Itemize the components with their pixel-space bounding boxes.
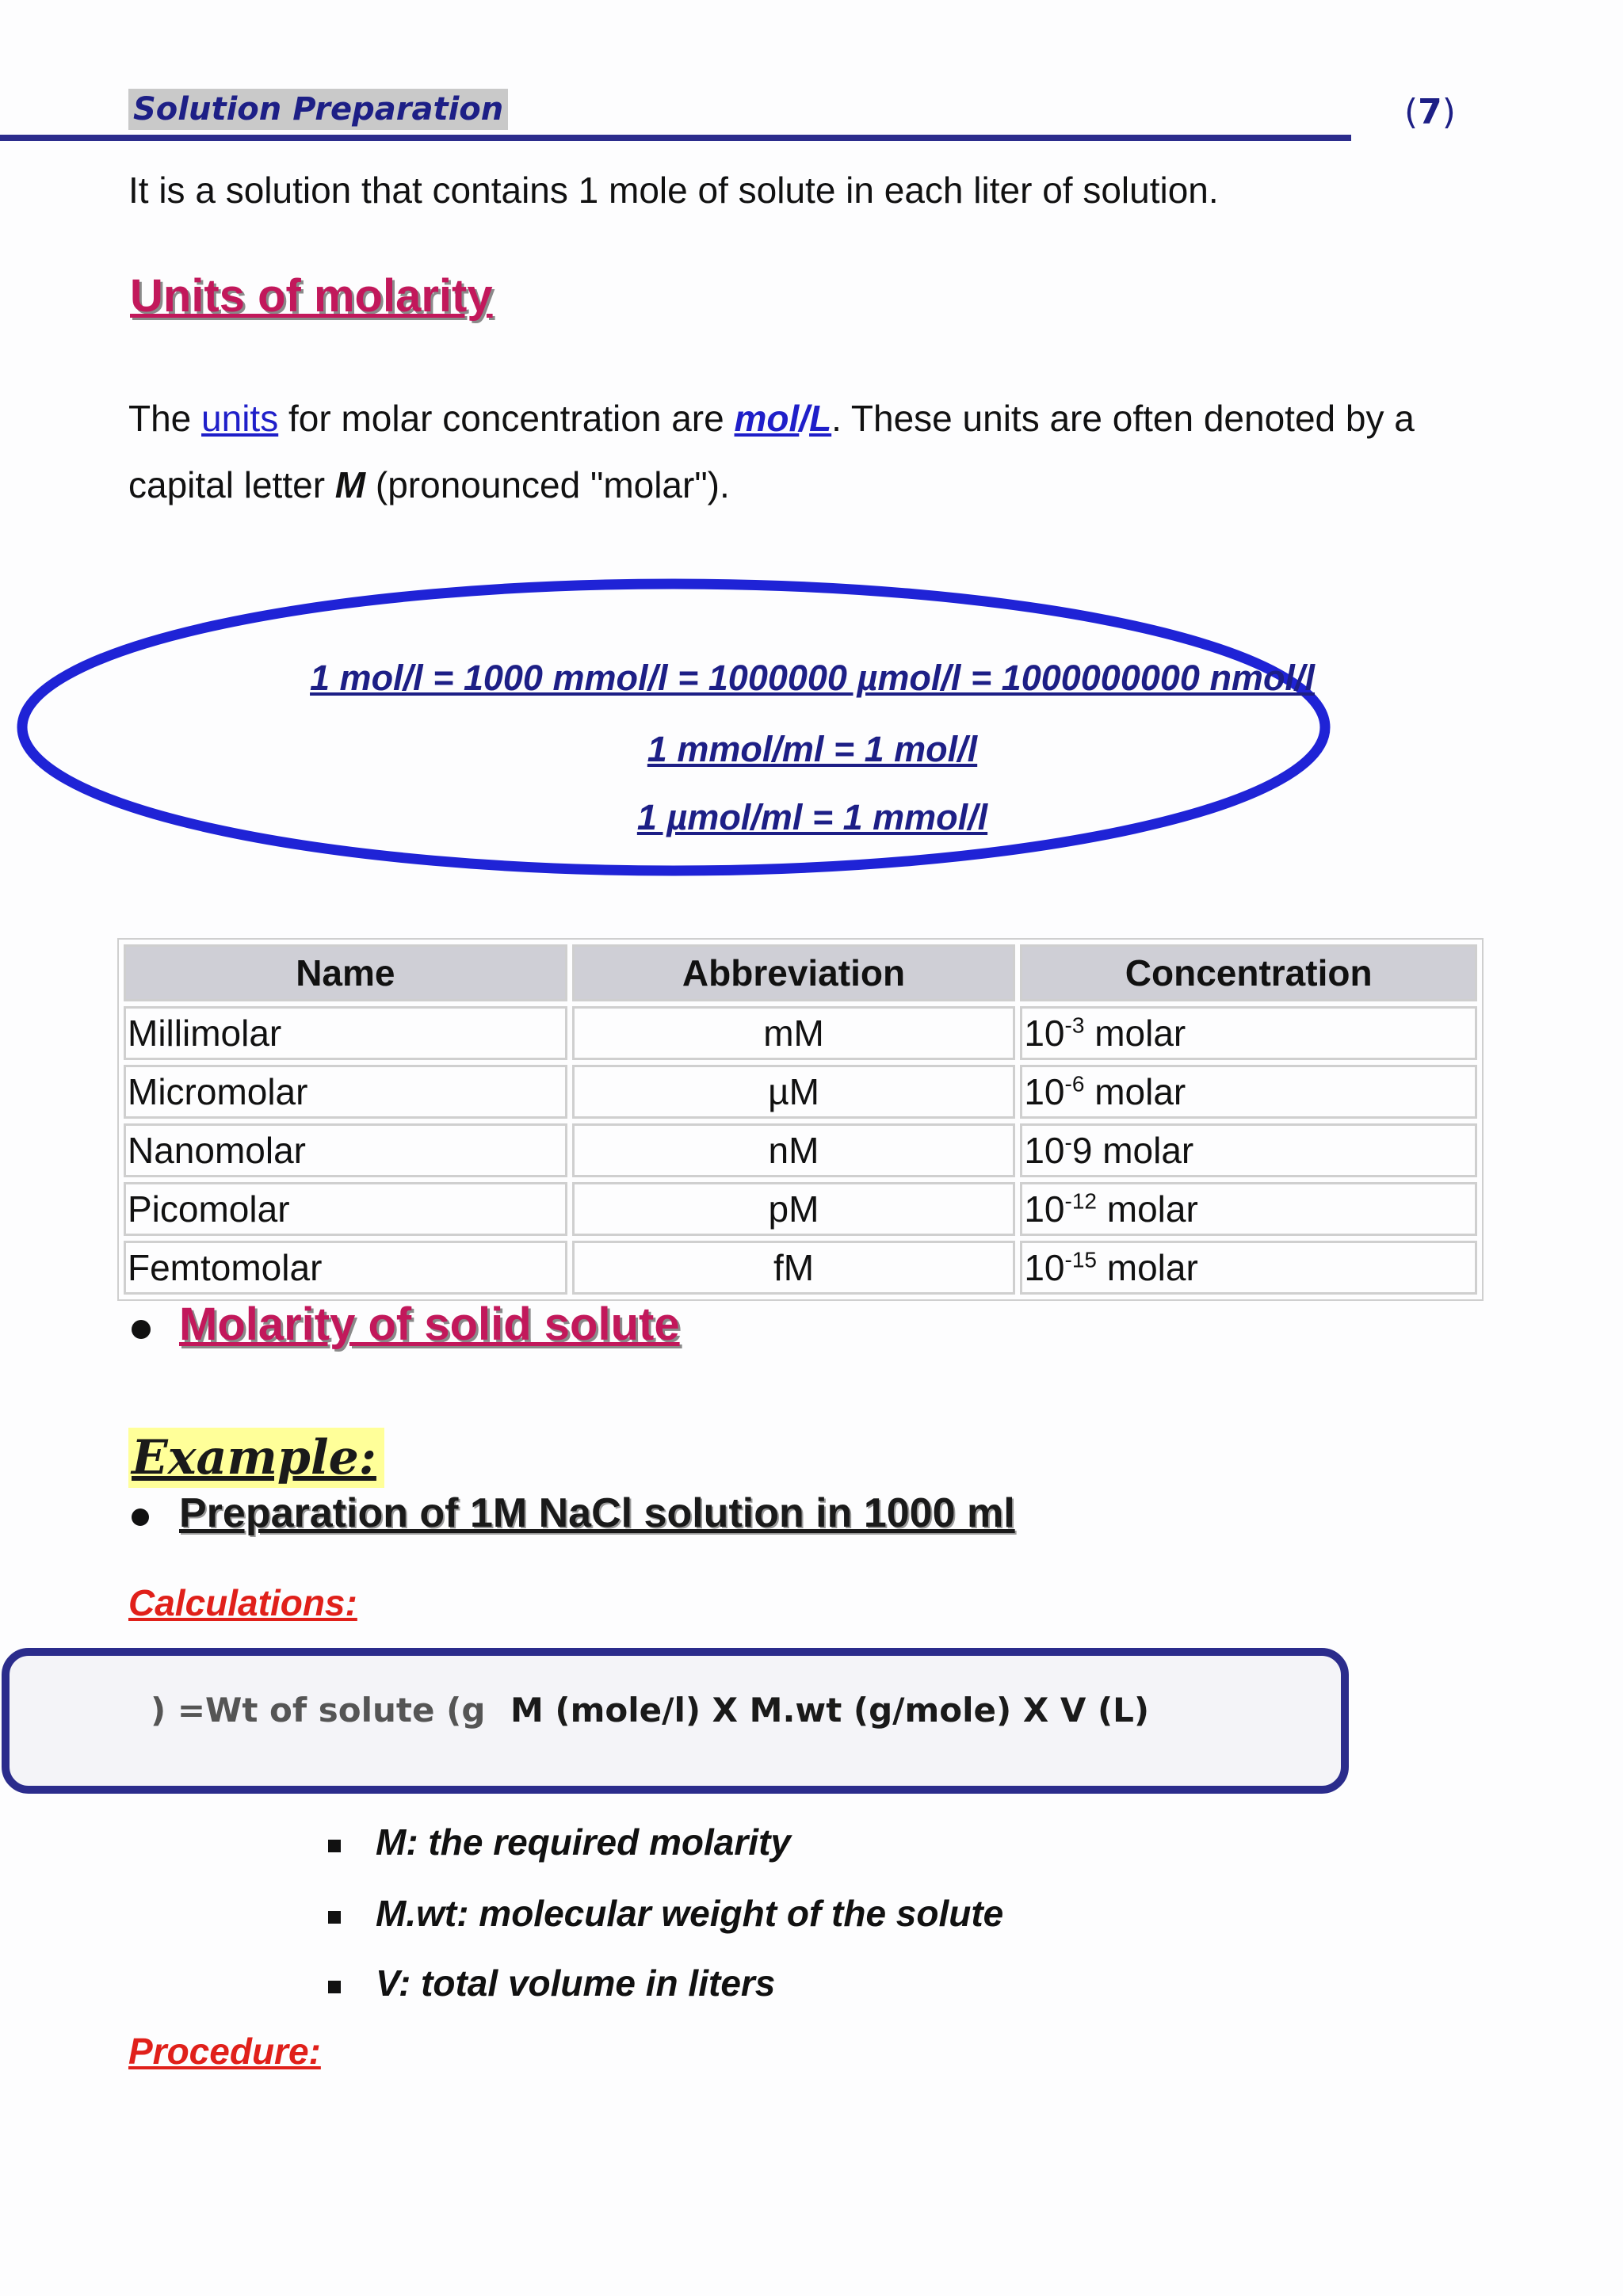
calculations-label: Calculations: [128, 1582, 357, 1623]
header-rule [0, 135, 1351, 141]
cell-name: Millimolar [124, 1006, 567, 1060]
units-heading: Units of molarity [130, 270, 493, 322]
intro-text: It is a solution that contains 1 mole of solute in each liter of solution. [128, 170, 1219, 211]
definition-item: M.wt: molecular weight of the solute [376, 1893, 1004, 1934]
square-bullet-icon [328, 1840, 341, 1852]
cell-abbreviation: nM [572, 1123, 1016, 1177]
col-header-name: Name [124, 944, 567, 1001]
liter-link[interactable]: L [809, 398, 832, 439]
preparation-title: Preparation of 1M NaCl solution in 1000 ml [179, 1490, 1015, 1536]
square-bullet-icon [328, 1981, 341, 1993]
col-header-abbreviation: Abbreviation [572, 944, 1016, 1001]
table-header-row [124, 944, 1477, 1001]
cell-name: Picomolar [124, 1182, 567, 1236]
table-row [124, 1123, 1477, 1177]
equation-line-1: 1 mol/l = 1000 mmol/l = 1000000 µmol/l = 1000000000 nmol/l [310, 658, 1315, 698]
cell-name: Nanomolar [124, 1123, 567, 1177]
table-row [124, 1006, 1477, 1060]
cell-concentration: $10^{-15}$ molar [1020, 1241, 1477, 1295]
equation-line-2: 1 mmol/ml = 1 mol/l [647, 729, 978, 769]
molarity-units-table [117, 938, 1484, 1301]
cell-concentration: $10^{-6}$ molar [1020, 1065, 1477, 1119]
formula-right: M (mole/l) X M.wt (g/mole) X V (L) [510, 1691, 1150, 1730]
solid-solute-heading: Molarity of solid solute [179, 1299, 680, 1350]
cell-concentration: $10^{-3}$ molar [1020, 1006, 1477, 1060]
formula-left: ) =Wt of solute (g [151, 1691, 486, 1730]
units-link[interactable]: units [201, 398, 279, 439]
table-row [124, 1065, 1477, 1119]
cell-concentration: 10-9 molar [1020, 1123, 1477, 1177]
table-row [124, 1182, 1477, 1236]
bullet-icon [132, 1508, 149, 1526]
cell-abbreviation: µM [572, 1065, 1016, 1119]
col-header-concentration: Concentration [1020, 944, 1477, 1001]
equation-line-3: 1 µmol/ml = 1 mmol/l [636, 797, 988, 837]
definition-item: M: the required molarity [376, 1821, 791, 1863]
cell-name: Micromolar [124, 1065, 567, 1119]
cell-concentration: $10^{-12}$ molar [1020, 1182, 1477, 1236]
cell-abbreviation: fM [572, 1241, 1016, 1295]
page-number: (7) [1404, 92, 1456, 132]
definition-item: V: total volume in liters [376, 1962, 776, 2004]
page-header-title: Solution Preparation [128, 89, 508, 130]
procedure-label: Procedure: [128, 2031, 321, 2072]
cell-name: Femtomolar [124, 1241, 567, 1295]
table-row [124, 1241, 1477, 1295]
cell-abbreviation: mM [572, 1006, 1016, 1060]
bullet-icon [132, 1320, 151, 1339]
units-paragraph: The units for molar concentration are mol/L. These units are often denoted by a capital letter M (pronounced "molar"). [128, 398, 1415, 505]
square-bullet-icon [328, 1911, 341, 1924]
example-label: Example: [128, 1428, 384, 1488]
mol-link[interactable]: mol [734, 398, 800, 439]
cell-abbreviation: pM [572, 1182, 1016, 1236]
